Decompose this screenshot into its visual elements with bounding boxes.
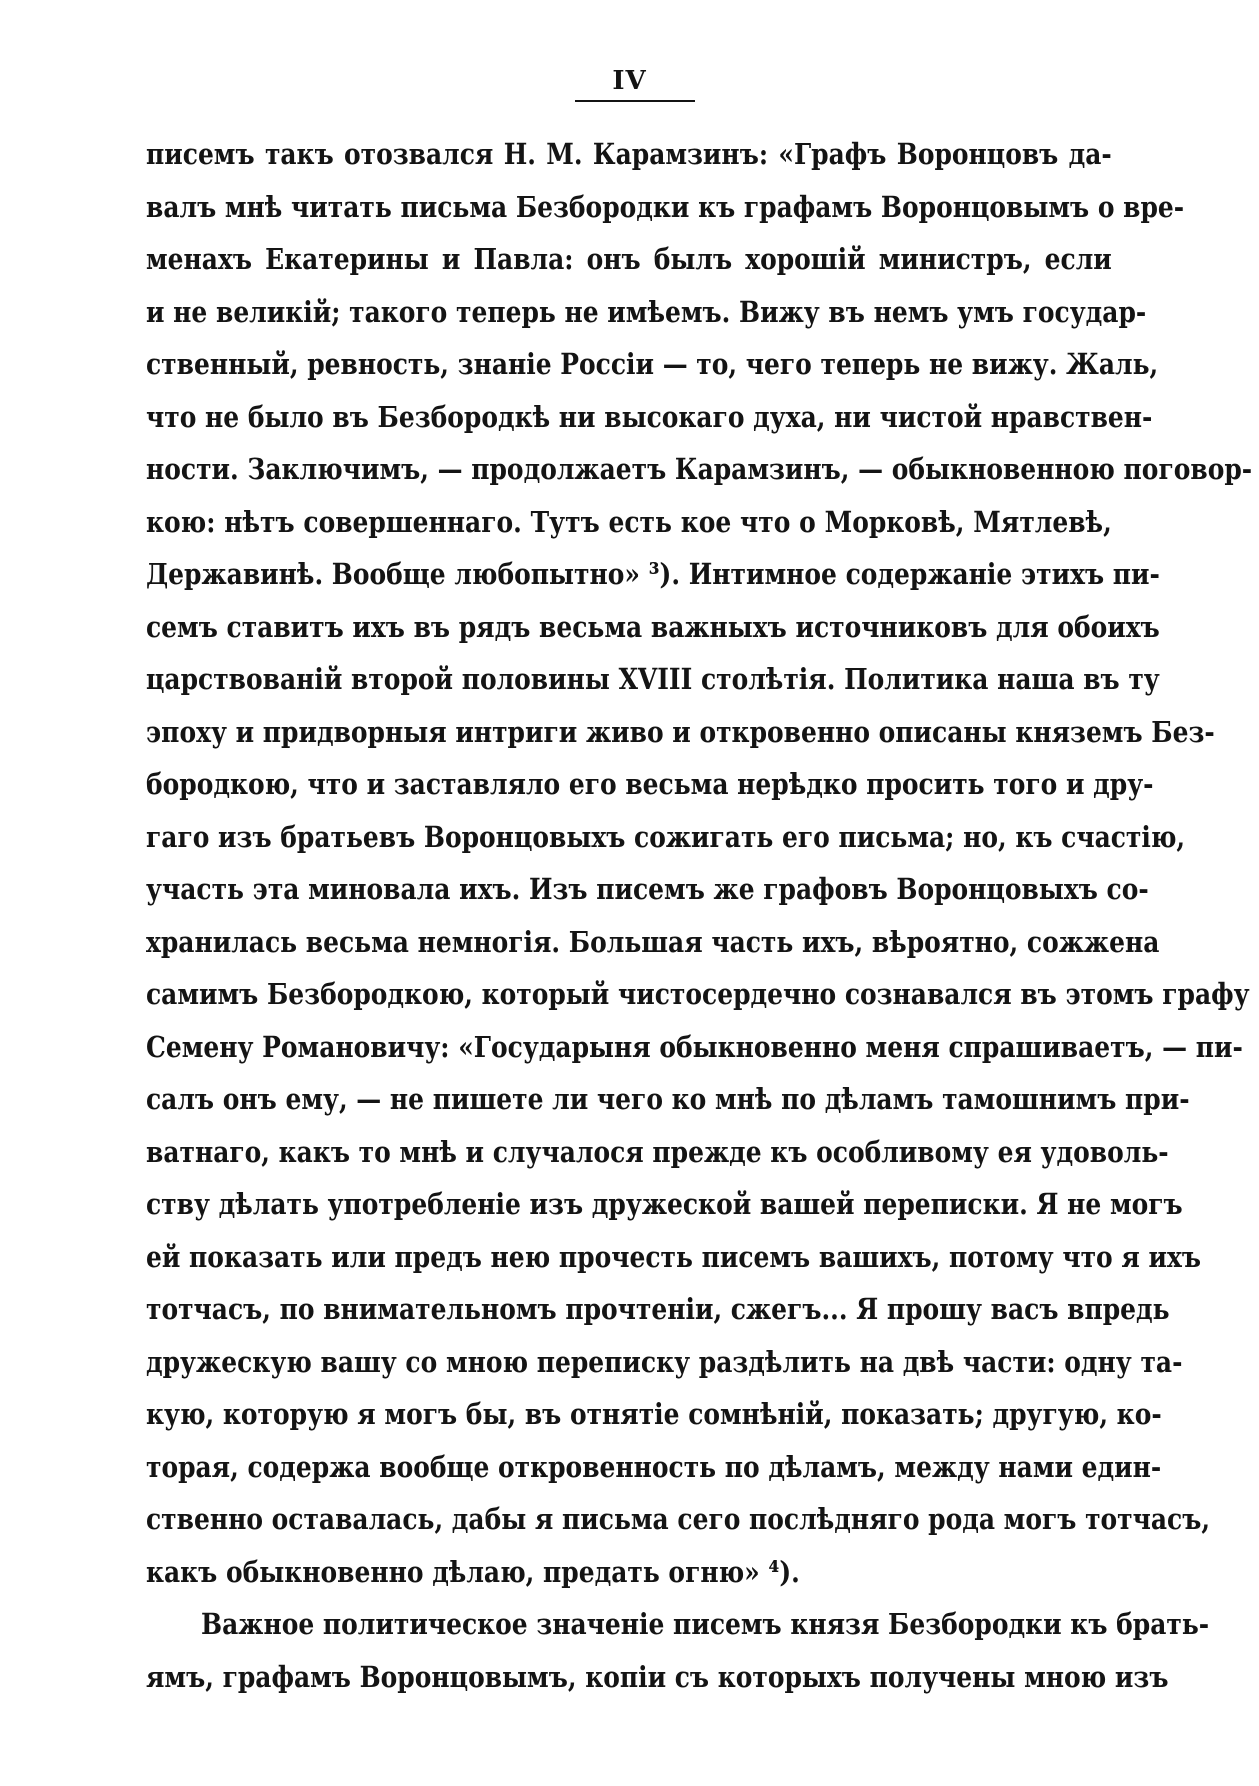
text-line: кую, которую я могъ бы, въ отнятіе сомнѣній, показать; другую, ко-	[146, 1397, 1162, 1431]
text-line: гаго изъ братьевъ Воронцовыхъ сожигать его письма; но, къ счастію,	[146, 819, 1186, 854]
text-line: участь эта миновала ихъ. Изъ писемъ же графовъ Воронцовыхъ со-	[146, 872, 1149, 906]
text-line: ственный, ревность, знаніе Россіи — то, чего теперь не вижу. Жаль,	[146, 347, 1159, 381]
text-line: валъ мнѣ читать письма Безбородки къ графамъ Воронцовымъ о вре-	[146, 189, 1185, 224]
page-number: IV	[612, 66, 647, 96]
text-line: семъ ставитъ ихъ въ рядъ весьма важныхъ источниковъ для обоихъ	[146, 609, 1160, 644]
text-line: ству дѣлать употребленіе изъ дружеской вашей переписки. Я не могъ	[146, 1187, 1183, 1221]
text-line: ямъ, графамъ Воронцовымъ, копіи съ которыхъ получены мною изъ	[146, 1659, 1169, 1694]
text-line: Державинѣ. Вообще любопытно» ³). Интимное содержаніе этихъ пи-	[146, 557, 1160, 591]
text-line: торая, содержа вообще откровенность по дѣламъ, между нами един-	[146, 1449, 1162, 1484]
text-line: Важное политическое значеніе писемъ князя Безбородки къ брать-	[201, 1607, 1210, 1641]
text-line: ей показать или предъ нею прочесть писемъ вашихъ, потому что я ихъ	[146, 1239, 1201, 1274]
text-line: ности. Заключимъ, — продолжаетъ Карамзинъ, — обыкновенною поговор-	[146, 452, 1253, 486]
text-line: хранилась весьма немногія. Большая часть ихъ, вѣроятно, сожжена	[146, 924, 1160, 959]
text-line: ватнаго, какъ то мнѣ и случалося прежде къ особливому ея удоволь-	[146, 1134, 1169, 1169]
text-line: что не было въ Безбородкѣ ни высокаго духа, ни чистой нравствен-	[146, 399, 1153, 434]
page-number-rule	[575, 100, 695, 102]
text-line: ственно оставалась, дабы я письма сего послѣдняго рода могъ тотчасъ,	[146, 1502, 1211, 1536]
text-line: какъ обыкновенно дѣлаю, предать огню» ⁴).	[146, 1554, 800, 1589]
text-line: бородкою, что и заставляло его весьма нерѣдко просить того и дру-	[146, 767, 1154, 801]
text-line: царствованій второй половины XVIII столѣтія. Политика наша въ ту	[146, 662, 1160, 696]
text-line: тотчасъ, по внимательномъ прочтеніи, сжегъ... Я прошу васъ впредь	[146, 1292, 1170, 1326]
body-text	[146, 128, 1253, 1703]
text-line: самимъ Безбородкою, который чистосердечно сознавался въ этомъ графу	[146, 977, 1250, 1011]
text-line: салъ онъ ему, — не пишете ли чего ко мнѣ по дѣламъ тамошнимъ при-	[146, 1082, 1190, 1116]
text-line: писемъ такъ отозвался Н. М. Карамзинъ: «Графъ Воронцовъ да-	[146, 137, 1112, 171]
text-line: Семену Романовичу: «Государыня обыкновенно меня спрашиваетъ, — пи-	[146, 1029, 1243, 1064]
text-line: кою: нѣтъ совершеннаго. Тутъ есть кое что о Морковѣ, Мятлевѣ,	[146, 504, 1112, 539]
text-line: и не великій; такого теперь не имѣемъ. Вижу въ немъ умъ государ-	[146, 294, 1147, 329]
text-line: менахъ Екатерины и Павла: онъ былъ хорошій министръ, если	[146, 242, 1112, 276]
text-line: дружескую вашу со мною переписку раздѣлить на двѣ части: одну та-	[146, 1344, 1183, 1379]
paragraph-1	[146, 128, 1253, 1598]
text-line: эпоху и придворныя интриги живо и откровенно описаны княземъ Без-	[146, 714, 1215, 749]
paragraph-2	[146, 1598, 1210, 1703]
